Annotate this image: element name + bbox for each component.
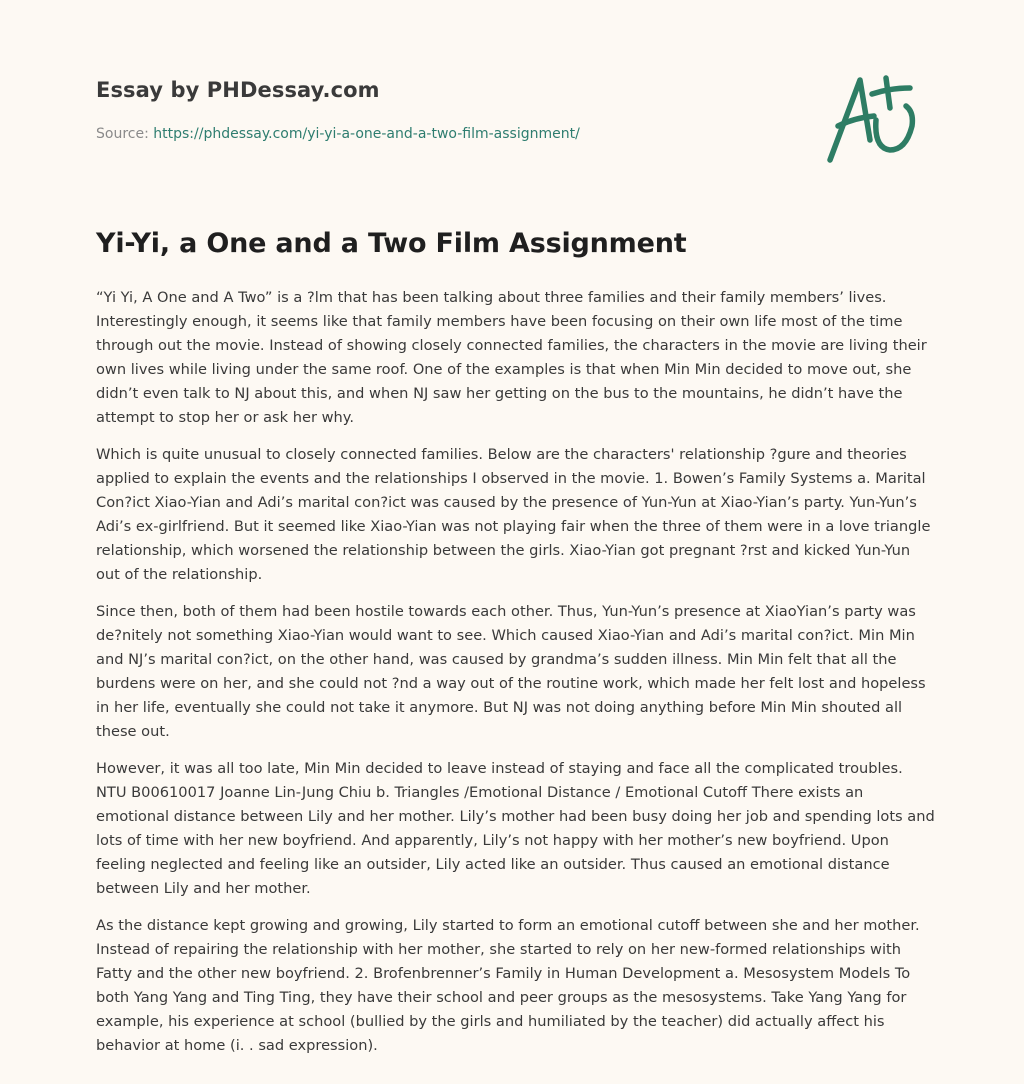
- essay-paragraph: Since then, both of them had been hostile towards each other. Thus, Yun-Yun’s presence at XiaoYian’s party was de?nitely not something Xiao-Yian would want to see. Which caused Xiao-Yian and Adi’s marital con?ict. Min Min and NJ’s marital con?ict, on the other hand, was caused by grandma’s sudden illness. Min Min felt that all the burdens were on her, and she could not ?nd a way out of the routine work, which made her felt lost and hopeless in her life, eventually she could not take it anymore. But NJ was not doing anything before Min Min shouted all these out.: [96, 603, 926, 740]
- essay-body: [96, 286, 936, 1071]
- source-label: Source:: [96, 126, 154, 142]
- essay-paragraph: “Yi Yi, A One and A Two” is a ?lm that has been talking about three families and their family members’ lives. Interestingly enough, it seems like that family members have been focusing on their own life most of the time through out the movie. Instead of showing closely connected families, the characters in the movie are living their own lives while living under the same roof. One of the examples is that when Min Min decided to move out, she didn’t even talk to NJ about this, and when NJ saw her getting on the bus to the mountains, he didn’t have the attempt to stop her or ask her why.: [96, 289, 927, 426]
- essay-paragraph: However, it was all too late, Min Min decided to leave instead of staying and face all the complicated troubles. NTU B00610017 Joanne Lin-Jung Chiu b. Triangles /Emotional Distance / Emotional Cutoff There exists an emotional distance between Lily and her mother. Lily’s mother had been busy doing her job and spending lots and lots of time with her new boyfriend. And apparently, Lily’s not happy with her mother’s new boyfriend. Upon feeling neglected and feeling like an outsider, Lily acted like an outsider. Thus caused an emotional distance between Lily and her mother.: [96, 760, 935, 897]
- essay-title: Yi-Yi, a One and a Two Film Assignment: [96, 228, 687, 259]
- source-link[interactable]: https://phdessay.com/yi-yi-a-one-and-a-two-film-assignment/: [153, 126, 580, 142]
- a-plus-grade-icon: [820, 68, 930, 168]
- essay-header: [96, 76, 796, 144]
- essay-paragraph: As the distance kept growing and growing, Lily started to form an emotional cutoff between she and her mother. Instead of repairing the relationship with her mother, she started to rely on her new-formed relationships with Fatty and the other new boyfriend. 2. Brofenbrenner’s Family in Human Development a. Mesosystem Models To both Yang Yang and Ting Ting, they have their school and peer groups as the mesosystems. Take Yang Yang for example, his experience at school (bullied by the girls and humiliated by the teacher) did actually affect his behavior at home (i. . sad expression).: [96, 917, 920, 1054]
- source-line: [96, 124, 796, 144]
- site-brand: Essay by PHDessay.com: [96, 78, 380, 102]
- essay-paragraph: Which is quite unusual to closely connected families. Below are the characters' relationship ?gure and theories applied to explain the events and the relationships I observed in the movie. 1. Bowen’s Family Systems a. Marital Con?ict Xiao-Yian and Adi’s marital con?ict was caused by the presence of Yun-Yun at Xiao-Yian’s party. Yun-Yun’s Adi’s ex-girlfriend. But it seemed like Xiao-Yian was not playing fair when the three of them were in a love triangle relationship, which worsened the relationship between the girls. Xiao-Yian got pregnant ?rst and kicked Yun-Yun out of the relationship.: [96, 446, 931, 583]
